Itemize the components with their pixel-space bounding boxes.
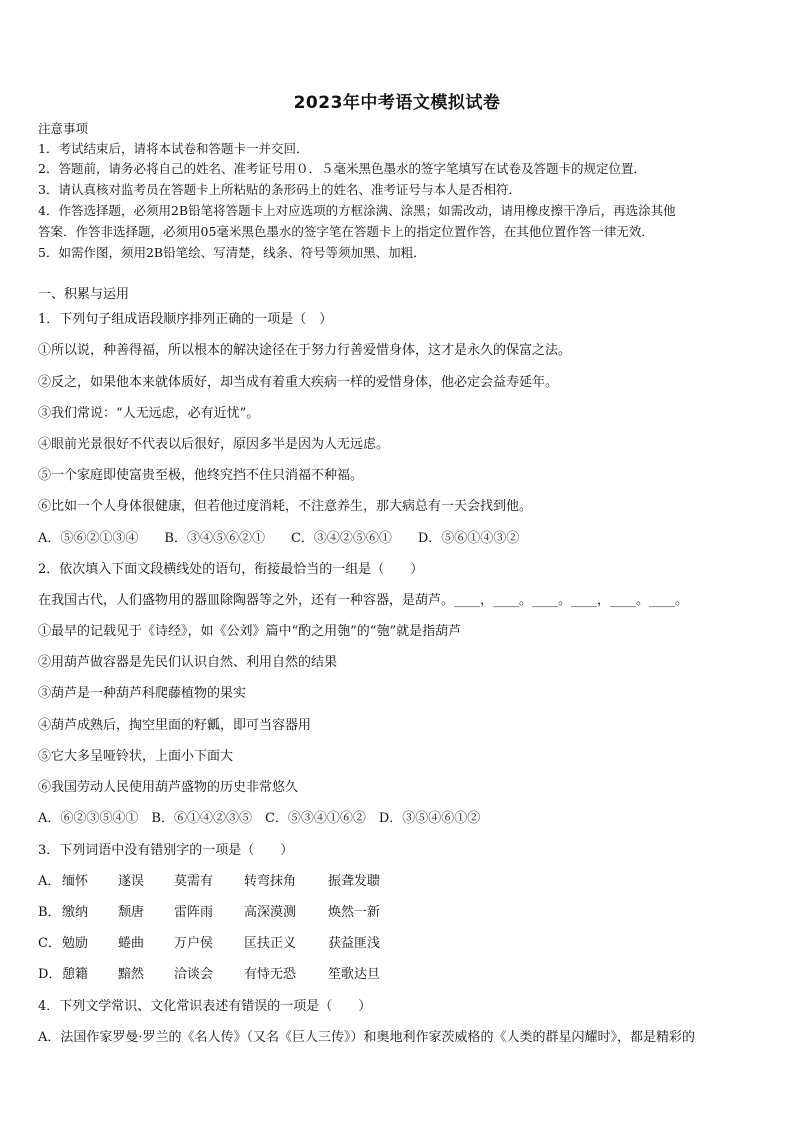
q3-option-label: D． bbox=[38, 967, 62, 982]
q3-word: 匡扶正义 bbox=[244, 936, 297, 951]
page-title: 2023年中考语文模拟试卷 bbox=[293, 93, 501, 113]
q3-word: 高深漠测 bbox=[244, 905, 297, 920]
q1-stem: 1．下列句子组成语段顺序排列正确的一项是（ ） bbox=[38, 312, 333, 327]
q2-sentence: ①最早的记载见于《诗经》，如《公刘》篇中“酌之用匏”的“匏”就是指葫芦 bbox=[38, 624, 462, 639]
q3-option-label: B． bbox=[38, 905, 61, 920]
q3-word: 万户侯 bbox=[174, 936, 214, 951]
q3-option-label: C． bbox=[38, 936, 61, 951]
q3-option-label: A． bbox=[38, 874, 61, 889]
q2-passage: 在我国古代，人们盛物用的器皿除陶器等之外，还有一种容器，是葫芦。____，____。____。____，____。____。 bbox=[38, 593, 689, 608]
q3-word: 憩籍 bbox=[62, 967, 89, 982]
q3-word: 转弯抹角 bbox=[244, 874, 297, 889]
q2-stem: 2．依次填入下面文段横线处的语句，衔接最恰当的一组是（ ） bbox=[38, 562, 424, 577]
section-heading: 一、积累与运用 bbox=[38, 287, 130, 302]
q3-word: 振聋发聩 bbox=[328, 874, 381, 889]
q1-sentence: ④眼前光景很好不代表以后很好，原因多半是因为人无远虑。 bbox=[38, 437, 390, 452]
q3-word: 勉励 bbox=[62, 936, 89, 951]
q3-word: 缴纳 bbox=[62, 905, 89, 920]
q4-stem: 4．下列文学常识、文化常识表述有错误的一项是（ ） bbox=[38, 999, 372, 1014]
q1-sentence: ①所以说，种善得福，所以根本的解决途径在于努力行善爱惜身体，这才是永久的保富之法。 bbox=[38, 343, 572, 358]
q3-word: 笙歌达旦 bbox=[328, 967, 381, 982]
q2-sentence: ⑥我国劳动人民使用葫芦盛物的历史非常悠久 bbox=[38, 780, 299, 795]
q3-word: 莫需有 bbox=[174, 874, 214, 889]
q3-word: 缅怀 bbox=[62, 874, 89, 889]
q3-word: 焕然一新 bbox=[328, 905, 381, 920]
q3-stem: 3．下列词语中没有错别字的一项是（ ） bbox=[38, 843, 294, 858]
notice-item: 2．答题前，请务必将自己的姓名、准考证号用０．５毫米黑色墨水的签字笔填写在试卷及答题卡的规定位置． bbox=[38, 161, 646, 176]
q1-sentence: ②反之，如果他本来就体质好，却当成有着重大疾病一样的爱惜身体，他必定会益寿延年。 bbox=[38, 375, 559, 390]
notice-item: 答案．作答非选择题，必须用05毫米黑色墨水的签字笔在答题卡上的指定位置作答，在其他位置作答一律无效． bbox=[38, 224, 654, 239]
notice-item: 5．如需作图，须用2B铅笔绘、写清楚，线条、符号等须加黑、加粗． bbox=[38, 245, 426, 260]
q3-word: 雷阵雨 bbox=[174, 905, 214, 920]
q2-sentence: ⑤它大多呈哑铃状，上面小下面大 bbox=[38, 749, 234, 764]
q3-word: 遂误 bbox=[118, 874, 145, 889]
notice-item: 4．作答选择题，必须用2B铅笔将答题卡上对应选项的方框涂满、涂黑；如需改动，请用橡皮擦干净后，再选涂其他 bbox=[38, 203, 676, 218]
q4-option-a: A．法国作家罗曼·罗兰的《名人传》（又名《巨人三传》）和奥地利作家茨威格的《人类的群星闪耀时》，都是精彩的 bbox=[38, 1030, 696, 1045]
q2-options: A．⑥②③⑤④① B．⑥①④②③⑤ C．⑤③④①⑥② D．③⑤④⑥①② bbox=[38, 811, 481, 826]
notice-item: 1．考试结束后，请将本试卷和答题卡一并交回． bbox=[38, 141, 309, 156]
q3-word: 有恃无恐 bbox=[244, 967, 297, 982]
q3-word: 蜷曲 bbox=[118, 936, 145, 951]
q3-word: 黯然 bbox=[118, 967, 145, 982]
q1-sentence: ③我们常说：“人无远虑，必有近忧”。 bbox=[38, 406, 260, 421]
notice-item: 3．请认真核对监考员在答题卡上所粘贴的条形码上的姓名、准考证号与本人是否相符． bbox=[38, 182, 521, 197]
q1-sentence: ⑤一个家庭即使富贵至极，他终究挡不住只消福不种福。 bbox=[38, 468, 364, 483]
q1-sentence: ⑥比如一个人身体很健康，但若他过度消耗，不注意养生，那大病总有一天会找到他。 bbox=[38, 499, 533, 514]
q1-options: A．⑤⑥②①③④ B．③④⑤⑥②① C．③④②⑤⑥① D．⑤⑥①④③② bbox=[38, 531, 520, 546]
notice-heading: 注意事项 bbox=[38, 121, 89, 136]
q2-sentence: ③葫芦是一种葫芦科爬藤植物的果实 bbox=[38, 686, 247, 701]
q2-sentence: ②用葫芦做容器是先民们认识自然、利用自然的结果 bbox=[38, 655, 338, 670]
q3-word: 颓唐 bbox=[118, 905, 145, 920]
q3-word: 获益匪浅 bbox=[328, 936, 381, 951]
q3-word: 洽谈会 bbox=[174, 967, 214, 982]
q2-sentence: ④葫芦成熟后，掏空里面的籽瓤，即可当容器用 bbox=[38, 718, 312, 733]
